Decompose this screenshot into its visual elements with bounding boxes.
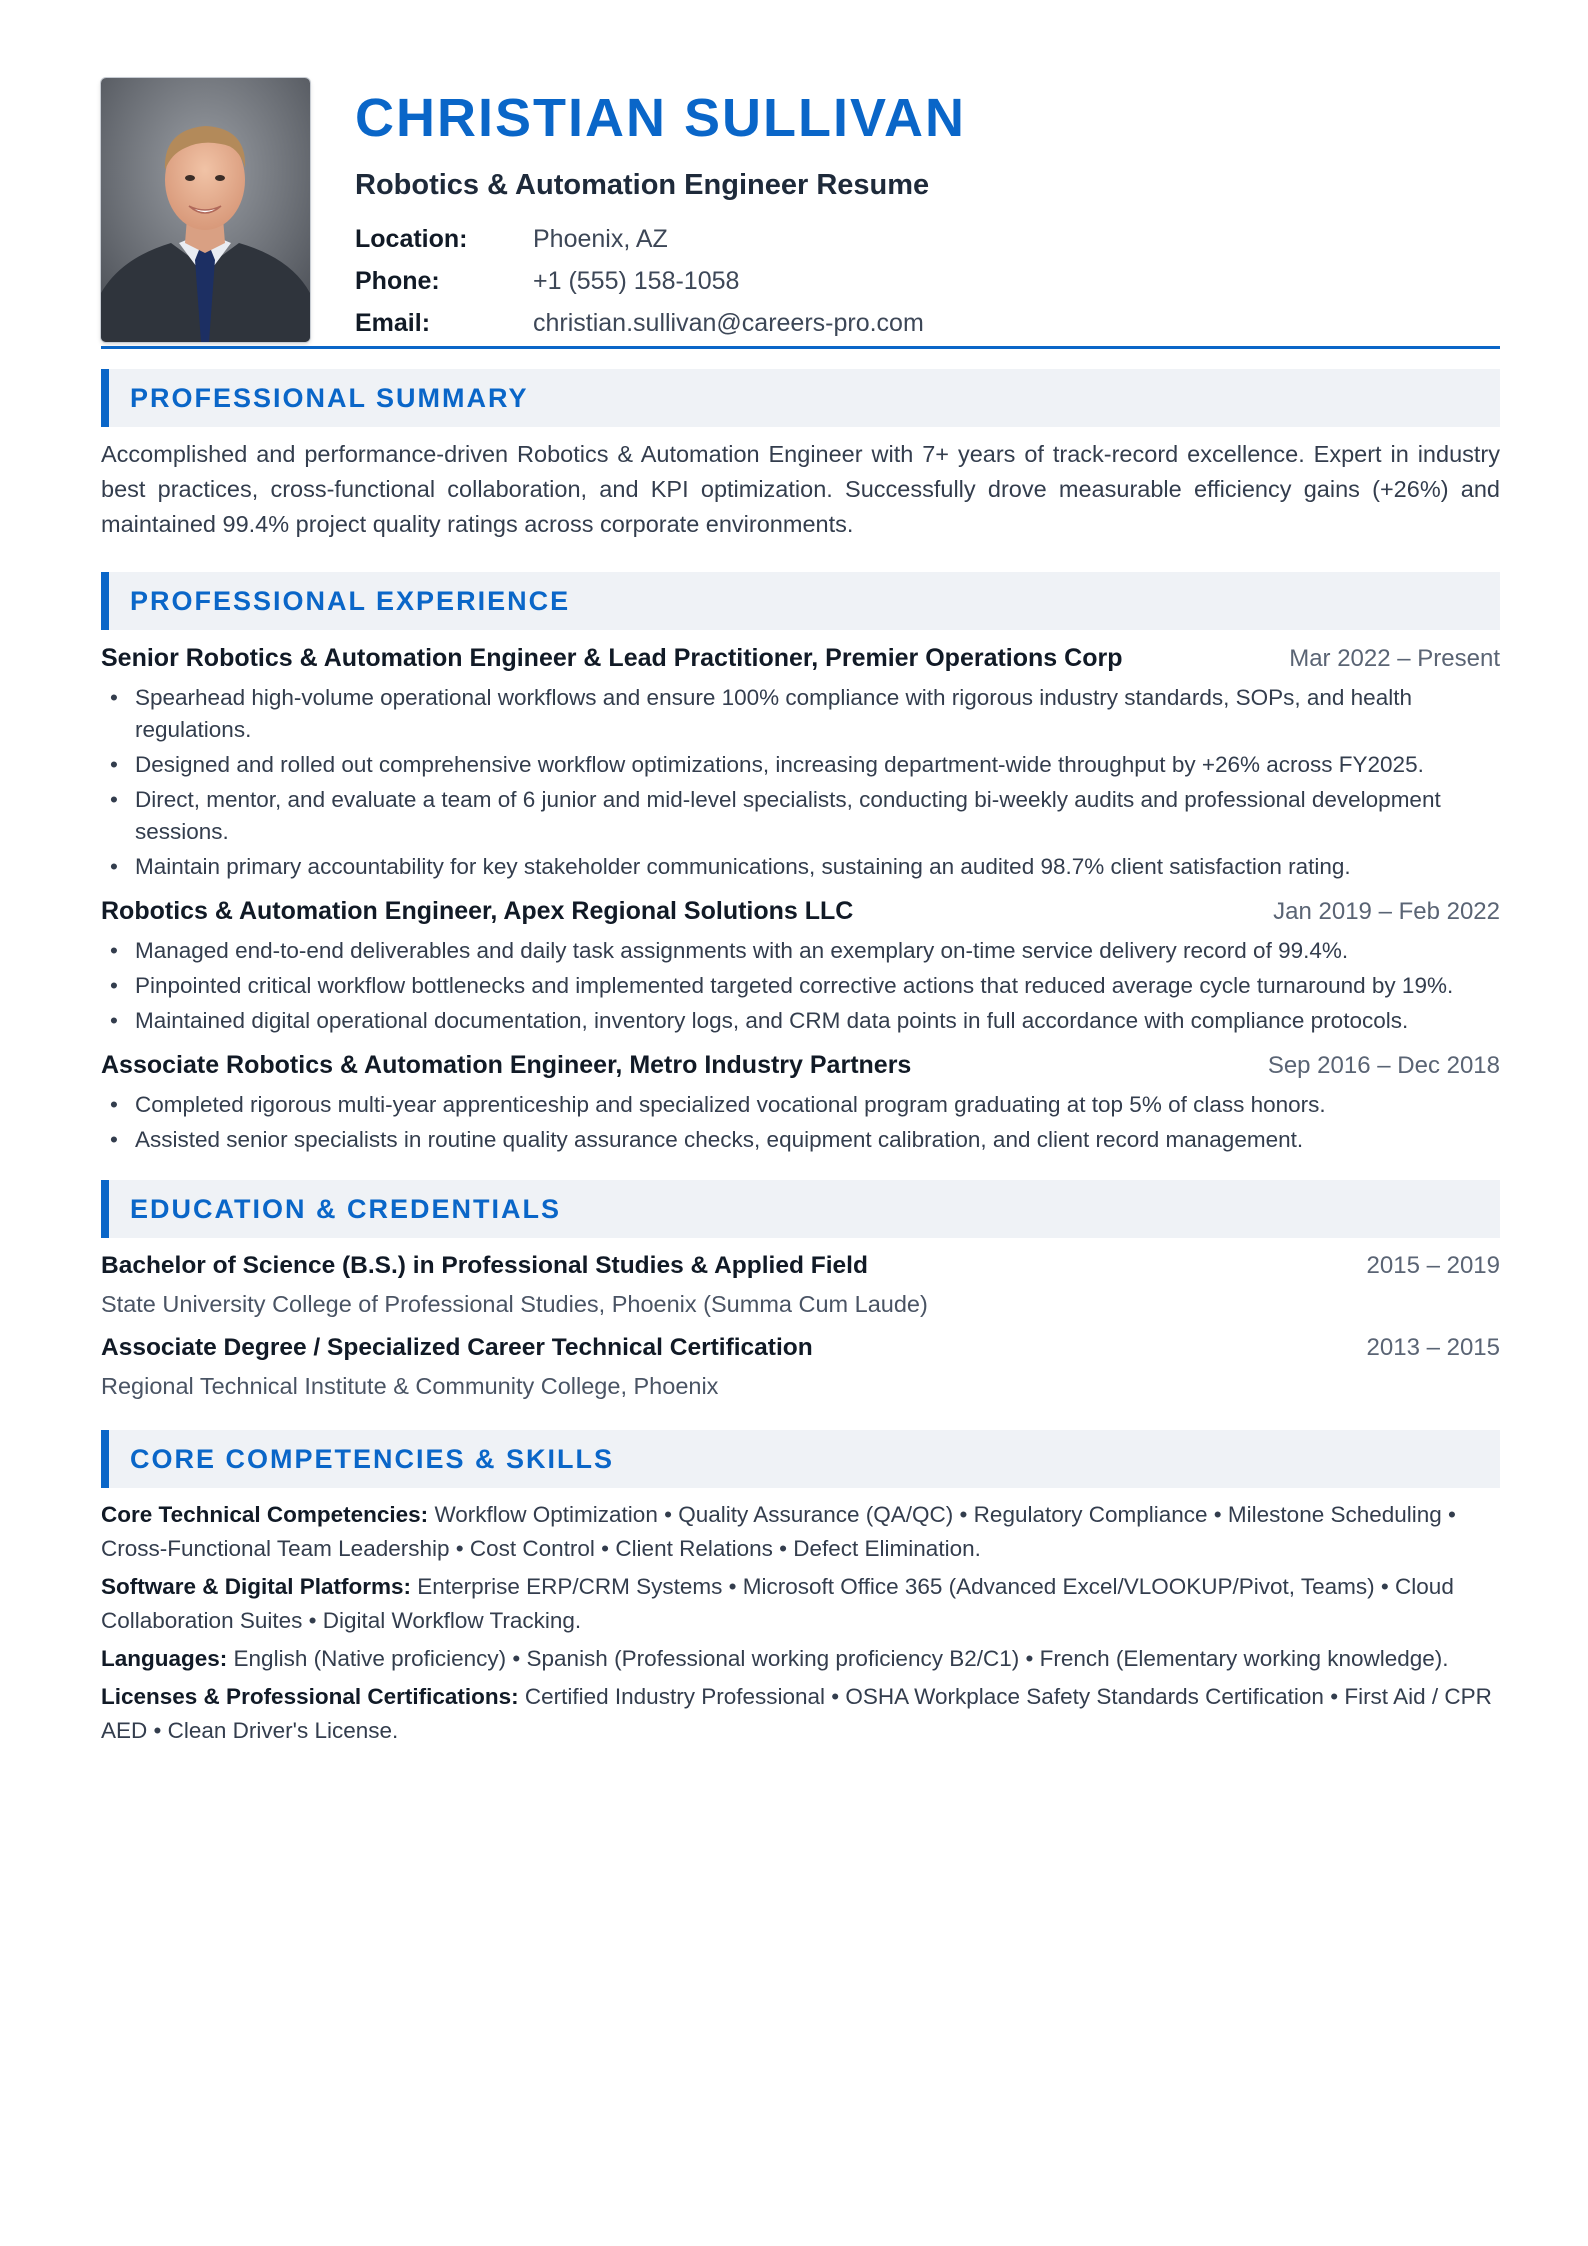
bullet-item: • Assisted senior specialists in routine quality assurance checks, equipment calibration, and client record management.	[101, 1124, 1500, 1156]
job-date: Jan 2019 – Feb 2022	[1273, 898, 1500, 925]
bullet-item: • Spearhead high-volume operational workflows and ensure 100% compliance with rigorous industry standards, SOPs, and health regulations.	[101, 682, 1500, 746]
job-bullets	[101, 682, 1500, 883]
section-title: PROFESSIONAL SUMMARY	[130, 382, 529, 413]
skill-text: Certified Industry Professional • OSHA Workplace Safety Standards Certification • First Aid / CPR AED • Clean Driver's License.	[101, 1684, 1492, 1743]
section-header	[101, 369, 1500, 427]
skill-label: Licenses & Professional Certifications:	[101, 1684, 519, 1709]
skills-section	[101, 1430, 1500, 1748]
bullet-item: • Managed end-to-end deliverables and daily task assignments with an exemplary on-time service delivery record of 99.4%.	[101, 935, 1500, 967]
skill-label: Languages:	[101, 1646, 228, 1671]
contact-row-email	[355, 302, 1500, 344]
education-date: 2013 – 2015	[1366, 1334, 1500, 1361]
job-entry	[101, 644, 1500, 883]
header-text	[355, 78, 1500, 344]
education-entry	[101, 1252, 1500, 1320]
candidate-name: CHRISTIAN SULLIVAN	[355, 88, 966, 148]
bullet-item: • Maintain primary accountability for key stakeholder communications, sustaining an audited 98.7% client satisfaction rating.	[101, 851, 1500, 883]
summary-section	[101, 369, 1500, 542]
degree-title: Bachelor of Science (B.S.) in Professional Studies & Applied Field	[101, 1252, 868, 1279]
phone-value: +1 (555) 158-1058	[533, 266, 740, 295]
bullet-item: • Designed and rolled out comprehensive workflow optimizations, increasing department-wide throughput by +26% across FY2025.	[101, 749, 1500, 781]
education-date: 2015 – 2019	[1366, 1252, 1500, 1279]
skill-text: English (Native proficiency) • Spanish (Professional working proficiency B2/C1) • French (Elementary working knowledge).	[227, 1646, 1449, 1671]
job-entry	[101, 897, 1500, 1037]
skill-group	[101, 1680, 1500, 1748]
job-title: Associate Robotics & Automation Engineer, Metro Industry Partners	[101, 1051, 912, 1079]
school-name: State University College of Professional Studies, Phoenix (Summa Cum Laude)	[101, 1291, 928, 1317]
bullet-item: • Completed rigorous multi-year apprenticeship and specialized vocational program graduating at top 5% of class honors.	[101, 1089, 1500, 1121]
job-entry	[101, 1051, 1500, 1156]
profile-photo	[101, 78, 310, 342]
contact-info	[355, 218, 1500, 344]
job-header	[101, 1051, 1500, 1089]
job-header	[101, 897, 1500, 935]
job-date: Sep 2016 – Dec 2018	[1267, 1052, 1500, 1079]
resume-subtitle: Robotics & Automation Engineer Resume	[355, 169, 930, 201]
contact-row-phone	[355, 260, 1500, 302]
section-header	[101, 1180, 1500, 1238]
contact-label: Phone:	[355, 266, 440, 295]
education-section	[101, 1180, 1500, 1402]
location-value: Phoenix, AZ	[533, 224, 668, 253]
job-title: Senior Robotics & Automation Engineer & Lead Practitioner, Premier Operations Corp	[101, 644, 1123, 672]
contact-row-location	[355, 218, 1500, 260]
contact-label: Location:	[355, 224, 468, 253]
skill-group	[101, 1498, 1500, 1566]
degree-title: Associate Degree / Specialized Career Technical Certification	[101, 1334, 813, 1361]
section-title: CORE COMPETENCIES & SKILLS	[130, 1443, 615, 1474]
education-header	[101, 1252, 1500, 1288]
resume-header	[101, 78, 1500, 369]
school-name: Regional Technical Institute & Community College, Phoenix	[101, 1373, 719, 1399]
summary-text: Accomplished and performance-driven Robotics & Automation Engineer with 7+ years of track-record excellence. Expert in industry best practices, cross-functional collaboration, and KPI optimization. Successfully drove measurable efficiency gains (+26%) and maintained 99.4% project quality ratings across corporate environments.	[101, 441, 1500, 537]
bullet-item: • Direct, mentor, and evaluate a team of 6 junior and mid-level specialists, conducting bi-weekly audits and professional development sessions.	[101, 784, 1500, 848]
job-bullets	[101, 1089, 1500, 1156]
experience-section	[101, 572, 1500, 1156]
bullet-item: • Pinpointed critical workflow bottlenecks and implemented targeted corrective actions that reduced average cycle turnaround by 19%.	[101, 970, 1500, 1002]
email-value: christian.sullivan@careers-pro.com	[533, 308, 924, 337]
contact-label: Email:	[355, 308, 431, 337]
resume-content	[101, 78, 1500, 1748]
skill-label: Software & Digital Platforms:	[101, 1574, 412, 1599]
skill-text: Enterprise ERP/CRM Systems • Microsoft Office 365 (Advanced Excel/VLOOKUP/Pivot, Teams) • Cloud Collaboration Suites • Digital Workflow Tracking.	[101, 1574, 1454, 1633]
education-entry	[101, 1334, 1500, 1402]
section-title: PROFESSIONAL EXPERIENCE	[130, 585, 571, 616]
education-header	[101, 1334, 1500, 1370]
skill-group	[101, 1642, 1500, 1676]
job-date: Mar 2022 – Present	[1289, 645, 1500, 672]
section-title: EDUCATION & CREDENTIALS	[130, 1193, 562, 1224]
skill-text: Workflow Optimization • Quality Assurance (QA/QC) • Regulatory Compliance • Milestone Scheduling • Cross-Functional Team Leadership • Cost Control • Client Relations • Defect Elimination.	[101, 1502, 1456, 1561]
skill-group	[101, 1570, 1500, 1638]
job-title: Robotics & Automation Engineer, Apex Regional Solutions LLC	[101, 897, 854, 925]
skills-list	[101, 1498, 1500, 1748]
job-header	[101, 644, 1500, 682]
job-bullets	[101, 935, 1500, 1037]
bullet-item: • Maintained digital operational documentation, inventory logs, and CRM data points in full accordance with compliance protocols.	[101, 1005, 1500, 1037]
section-header	[101, 1430, 1500, 1488]
section-header	[101, 572, 1500, 630]
header-divider	[101, 346, 1500, 349]
skill-label: Core Technical Competencies:	[101, 1502, 429, 1527]
